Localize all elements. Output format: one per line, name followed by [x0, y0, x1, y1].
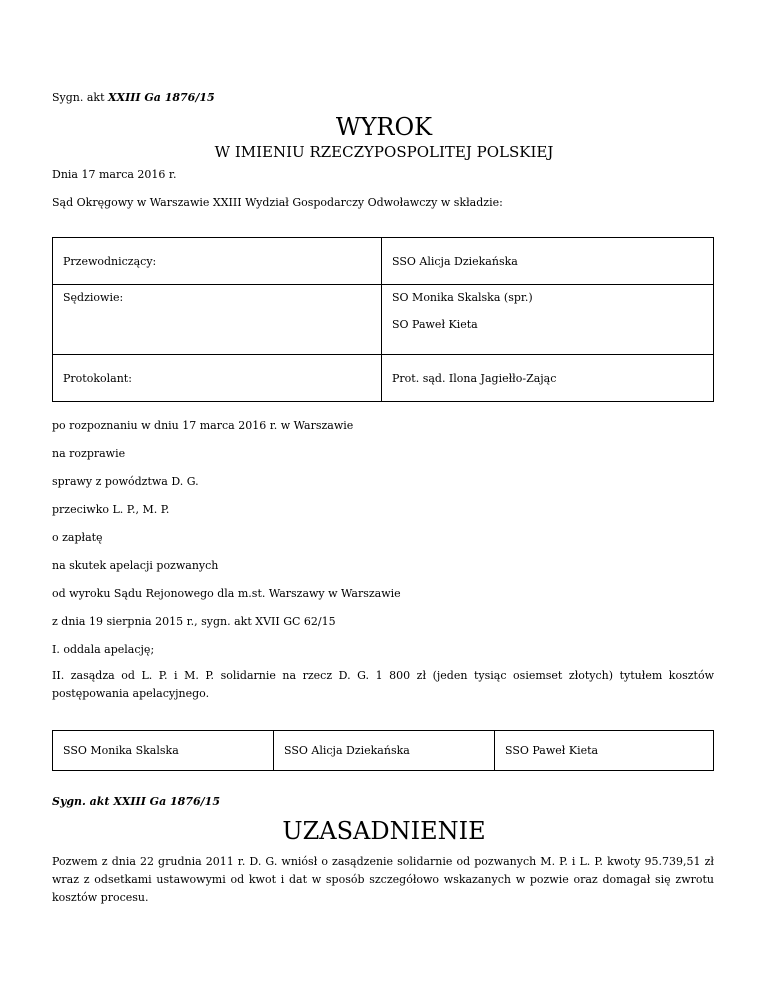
- panel-row-judges: [53, 285, 714, 355]
- signatures-row: [53, 731, 714, 771]
- verdict-date: Dnia 17 marca 2016 r.: [52, 168, 177, 181]
- ruling-point-1: I. oddala apelację;: [52, 643, 155, 656]
- chair-label-cell: [53, 238, 382, 285]
- body-line: sprawy z powództwa D. G.: [52, 475, 199, 488]
- panel-row-chair: [53, 238, 714, 285]
- judges-names-cell: [382, 285, 714, 355]
- court-composition: Sąd Okręgowy w Warszawie XXIII Wydział Gospodarczy Odwoławczy w składzie:: [52, 196, 503, 209]
- signature-cell: SSO Paweł Kieta: [495, 731, 714, 771]
- body-line: od wyroku Sądu Rejonowego dla m.st. Warszawy w Warszawie: [52, 587, 401, 600]
- case-signature-number: XXIII Ga 1876/15: [108, 91, 215, 104]
- clerk-name: Prot. sąd. Ilona Jagiełło-Zając: [392, 372, 557, 385]
- body-line: o zapłatę: [52, 531, 103, 544]
- chair-name-cell: [382, 238, 714, 285]
- clerk-label: Protokolant:: [63, 372, 132, 385]
- body-line: po rozpoznaniu w dniu 17 marca 2016 r. w Warszawie: [52, 419, 354, 432]
- clerk-name-cell: [382, 355, 714, 402]
- signature-cell: SSO Alicja Dziekańska: [274, 731, 495, 771]
- verdict-subtitle: W IMIENIU RZECZYPOSPOLITEJ POLSKIEJ: [214, 143, 554, 161]
- body-line: na rozprawie: [52, 447, 126, 460]
- judges-label-cell: [53, 285, 382, 355]
- ruling-point-2: II. zasądza od L. P. i M. P. solidarnie na rzecz D. G. 1 800 zł (jeden tysiąc osiemset złotych) tytułem kosztów postępowania apelacyjnego.: [52, 669, 714, 700]
- signatures-table: [52, 730, 714, 771]
- case-signature-prefix: Sygn. akt: [52, 91, 105, 104]
- verdict-title: WYROK: [335, 113, 433, 141]
- case-signature: [52, 91, 215, 104]
- panel-table: [52, 237, 714, 402]
- justification-paragraph: Pozwem z dnia 22 grudnia 2011 r. D. G. wniósł o zasądzenie solidarnie od pozwanych M. P. i L. P. kwoty 95.739,51 zł wraz z odsetkami ustawowymi od kwot i dat w sposób szczegółowo wskazanych w pozwie oraz domagał się zwrotu kosztów procesu.: [52, 855, 714, 904]
- judges-label: Sędziowie:: [63, 291, 124, 304]
- signature-cell: SSO Monika Skalska: [53, 731, 274, 771]
- chair-name: SSO Alicja Dziekańska: [392, 255, 518, 268]
- body-line: przeciwko L. P., M. P.: [52, 503, 170, 516]
- justification-case-signature: Sygn. akt XXIII Ga 1876/15: [52, 795, 220, 808]
- judge-name-2: SO Paweł Kieta: [392, 318, 478, 331]
- panel-row-clerk: [53, 355, 714, 402]
- justification-title: UZASADNIENIE: [282, 817, 486, 845]
- clerk-label-cell: [53, 355, 382, 402]
- body-line: na skutek apelacji pozwanych: [52, 559, 219, 572]
- body-line: z dnia 19 sierpnia 2015 r., sygn. akt XVII GC 62/15: [52, 615, 336, 628]
- judge-name-1: SO Monika Skalska (spr.): [392, 291, 533, 304]
- chair-label: Przewodniczący:: [63, 255, 157, 268]
